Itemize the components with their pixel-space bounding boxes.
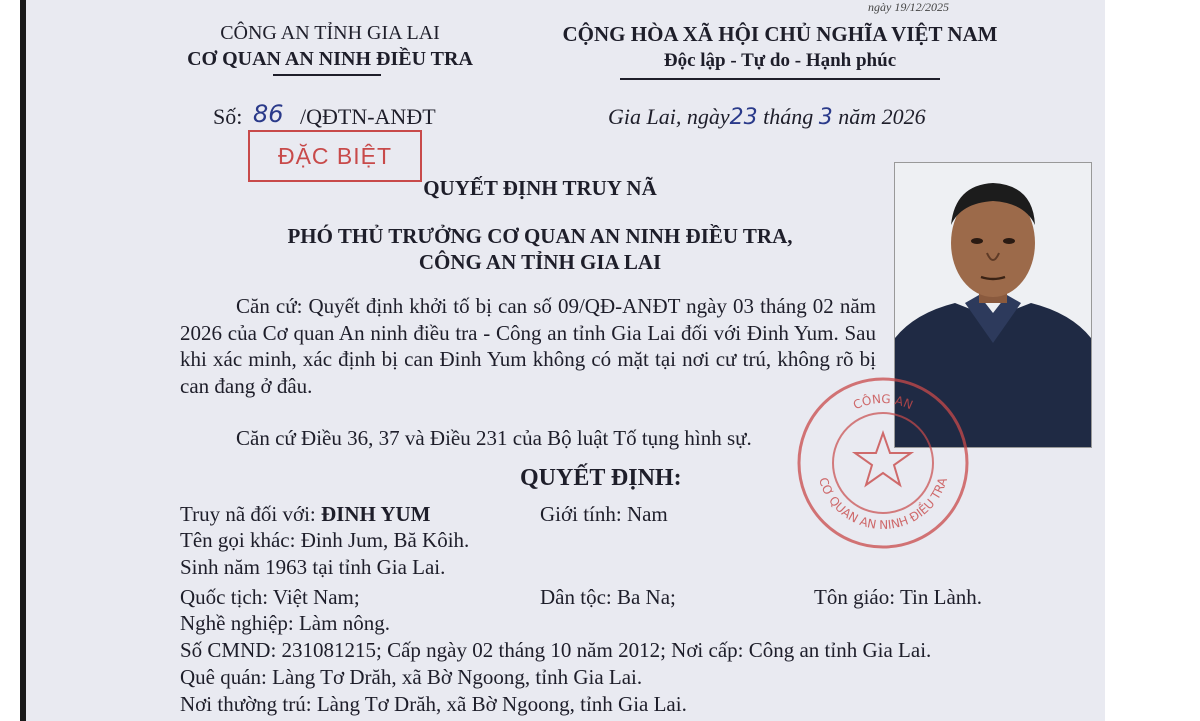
place-prefix: Gia Lai, ngày bbox=[608, 104, 730, 129]
agency-underline bbox=[273, 74, 381, 76]
document-title: QUYẾT ĐỊNH TRUY NÃ bbox=[423, 176, 657, 200]
wanted-name: ĐINH YUM bbox=[321, 502, 431, 526]
doc-number: 86 bbox=[253, 100, 284, 128]
date-day: 23 bbox=[729, 105, 758, 130]
nationality: Quốc tịch: Việt Nam; bbox=[180, 585, 360, 609]
ethnicity: Dân tộc: Ba Na; bbox=[540, 585, 676, 609]
agency-sub-name: CƠ QUAN AN NINH ĐIỀU TRA bbox=[187, 48, 473, 70]
occupation: Nghề nghiệp: Làm nông. bbox=[180, 611, 390, 635]
id-card: Số CMND: 231081215; Cấp ngày 02 tháng 10 năm 2012; Nơi cấp: Công an tỉnh Gia Lai. bbox=[180, 638, 932, 662]
religion: Tôn giáo: Tin Lành. bbox=[814, 585, 983, 609]
issuer-line-1: PHÓ THỦ TRƯỞNG CƠ QUAN AN NINH ĐIỀU TRA, bbox=[287, 224, 793, 248]
basis-paragraph-2: Căn cứ Điều 36, 37 và Điều 231 của Bộ luật Tố tụng hình sự. bbox=[236, 426, 752, 450]
place-date bbox=[608, 104, 926, 130]
month-label: tháng bbox=[763, 104, 814, 129]
residence: Nơi thường trú: Làng Tơ Drăh, xã Bờ Ngoong, tỉnh Gia Lai. bbox=[180, 692, 687, 716]
special-stamp: ĐẶC BIỆT bbox=[248, 130, 422, 182]
doc-number-code: /QĐTN-ANĐT bbox=[300, 104, 436, 129]
decision-heading: QUYẾT ĐỊNH: bbox=[520, 465, 682, 491]
scan-date: ngày 19/12/2025 bbox=[868, 0, 949, 14]
motto-underline bbox=[620, 78, 940, 80]
basis-paragraph-1: Căn cứ: Quyết định khởi tố bị can số 09/QĐ-ANĐT ngày 03 tháng 02 năm 2026 của Cơ quan An ninh điều tra - Công an tỉnh Gia Lai đối với Đinh Yum. Sau khi xác minh, xác định bị can Đinh Yum không có mặt tại nơi cư trú, không rõ bị can đang ở đâu. bbox=[180, 294, 876, 398]
issuer-line-2: CÔNG AN TỈNH GIA LAI bbox=[418, 250, 662, 274]
seal-bottom-text: CƠ QUAN AN NINH ĐIỀU TRA bbox=[816, 475, 950, 533]
page-edge-rule bbox=[20, 0, 26, 721]
hometown: Quê quán: Làng Tơ Drăh, xã Bờ Ngoong, tỉnh Gia Lai. bbox=[180, 665, 643, 689]
date-month: 3 bbox=[818, 105, 833, 130]
gender: Giới tính: Nam bbox=[540, 502, 668, 526]
agency-name: CÔNG AN TỈNH GIA LAI bbox=[220, 22, 440, 44]
republic-title: CỘNG HÒA XÃ HỘI CHỦ NGHĨA VIỆT NAM bbox=[562, 22, 998, 46]
year-label: năm bbox=[838, 104, 877, 129]
doc-number-label: Số: bbox=[213, 104, 243, 129]
date-year: 2026 bbox=[881, 104, 926, 129]
wanted-line bbox=[180, 502, 430, 527]
wanted-label: Truy nã đối với: bbox=[180, 502, 316, 526]
alias: Tên gọi khác: Đinh Jum, Bă Kôih. bbox=[180, 528, 470, 552]
national-motto: Độc lập - Tự do - Hạnh phúc bbox=[663, 50, 897, 71]
seal-emblem-icon bbox=[795, 375, 971, 551]
seal-top-text: CÔNG AN bbox=[851, 391, 915, 413]
birth: Sinh năm 1963 tại tỉnh Gia Lai. bbox=[180, 555, 446, 579]
official-seal bbox=[795, 375, 971, 551]
